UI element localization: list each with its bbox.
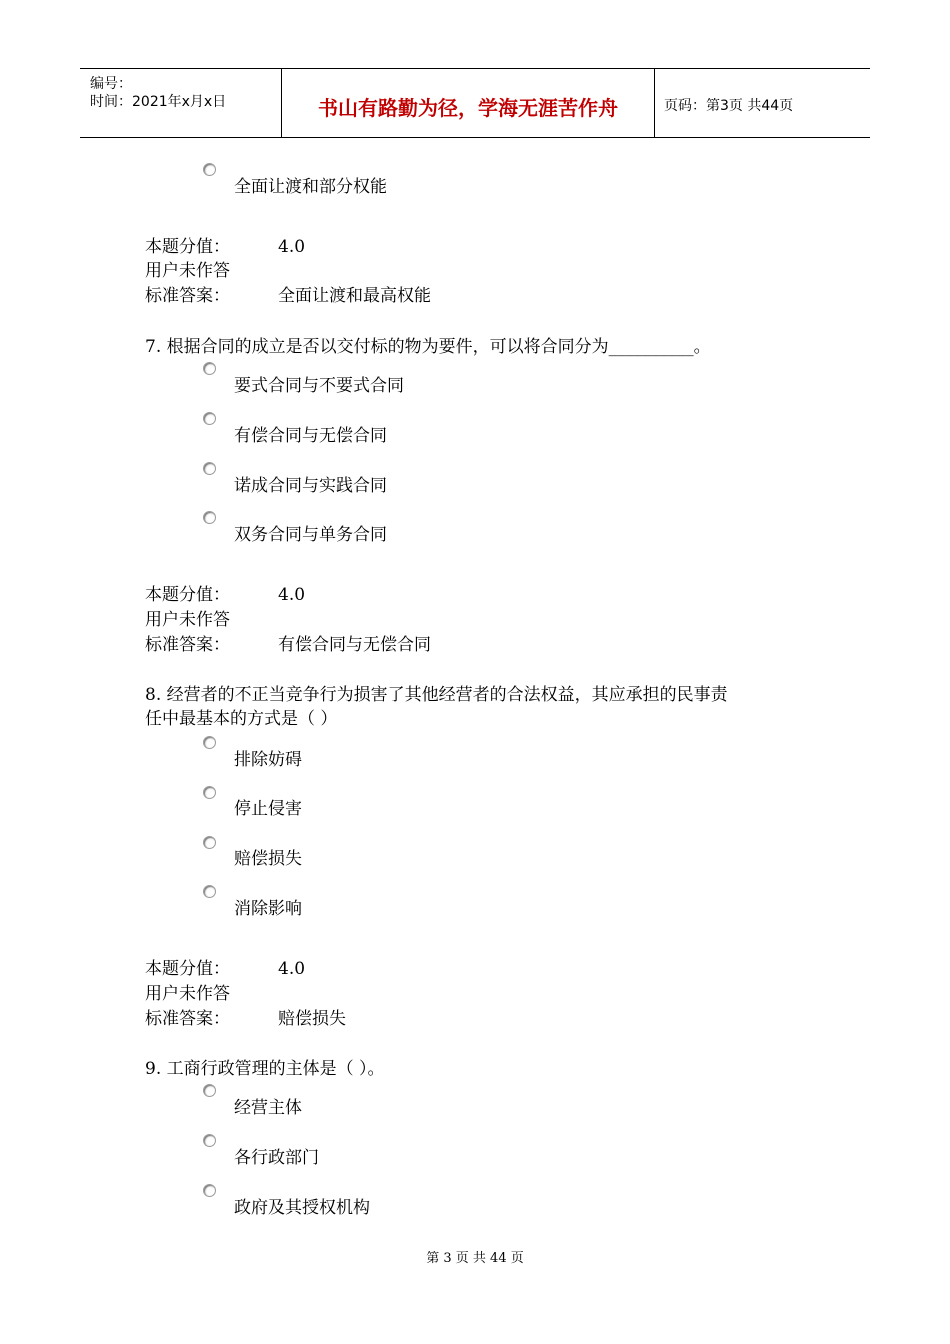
radio-button[interactable]	[203, 786, 216, 799]
option-label: 要式合同与不要式合同	[234, 376, 404, 396]
user-status: 用户未作答	[145, 261, 230, 281]
radio-button[interactable]	[203, 362, 216, 375]
radio-button[interactable]	[203, 163, 216, 176]
radio-button[interactable]	[203, 1184, 216, 1197]
header-page-info: 页码：第3页 共44页	[664, 98, 794, 114]
header-meta-cell	[80, 69, 282, 137]
option-label: 停止侵害	[234, 799, 302, 819]
document-number: 编号：	[90, 76, 132, 92]
radio-button[interactable]	[203, 511, 216, 524]
user-status: 用户未作答	[145, 610, 230, 630]
radio-button[interactable]	[203, 412, 216, 425]
option-label: 各行政部门	[234, 1148, 319, 1168]
option-label: 消除影响	[234, 899, 302, 919]
header-motto: 书山有路勤为径，学海无涯苦作舟	[318, 96, 618, 120]
score-value: 4.0	[278, 959, 306, 979]
question-9-stem: 9. 工商行政管理的主体是（ ）。	[145, 1059, 385, 1079]
radio-button[interactable]	[203, 736, 216, 749]
score-label: 本题分值：	[145, 237, 230, 257]
radio-button[interactable]	[203, 1134, 216, 1147]
question-8-stem-line2: 任中最基本的方式是（ ）	[145, 709, 338, 729]
score-value: 4.0	[278, 585, 306, 605]
header-motto-cell	[282, 69, 655, 137]
answer-label: 标准答案：	[145, 635, 230, 655]
radio-button[interactable]	[203, 885, 216, 898]
answer-value: 有偿合同与无偿合同	[278, 635, 431, 655]
document-date: 时间：2021年x月x日	[90, 94, 227, 110]
answer-label: 标准答案：	[145, 286, 230, 306]
option-label: 赔偿损失	[234, 849, 302, 869]
radio-button[interactable]	[203, 1084, 216, 1097]
option-label: 有偿合同与无偿合同	[234, 426, 387, 446]
score-value: 4.0	[278, 237, 306, 257]
document-header	[80, 68, 870, 138]
option-label: 经营主体	[234, 1098, 302, 1118]
radio-button[interactable]	[203, 836, 216, 849]
answer-value: 赔偿损失	[278, 1009, 346, 1029]
option-label: 全面让渡和部分权能	[234, 177, 387, 197]
score-label: 本题分值：	[145, 585, 230, 605]
question-8-stem-line1: 8. 经营者的不正当竞争行为损害了其他经营者的合法权益，其应承担的民事责	[145, 685, 728, 705]
option-label: 诺成合同与实践合同	[234, 476, 387, 496]
question-7-stem: 7. 根据合同的成立是否以交付标的物为要件，可以将合同分为__________。	[145, 337, 711, 357]
user-status: 用户未作答	[145, 984, 230, 1004]
option-label: 政府及其授权机构	[234, 1198, 370, 1218]
page-footer: 第 3 页 共 44 页	[426, 1251, 524, 1266]
answer-value: 全面让渡和最高权能	[278, 286, 431, 306]
score-label: 本题分值：	[145, 959, 230, 979]
answer-label: 标准答案：	[145, 1009, 230, 1029]
option-label: 排除妨碍	[234, 750, 302, 770]
radio-button[interactable]	[203, 462, 216, 475]
option-label: 双务合同与单务合同	[234, 525, 387, 545]
